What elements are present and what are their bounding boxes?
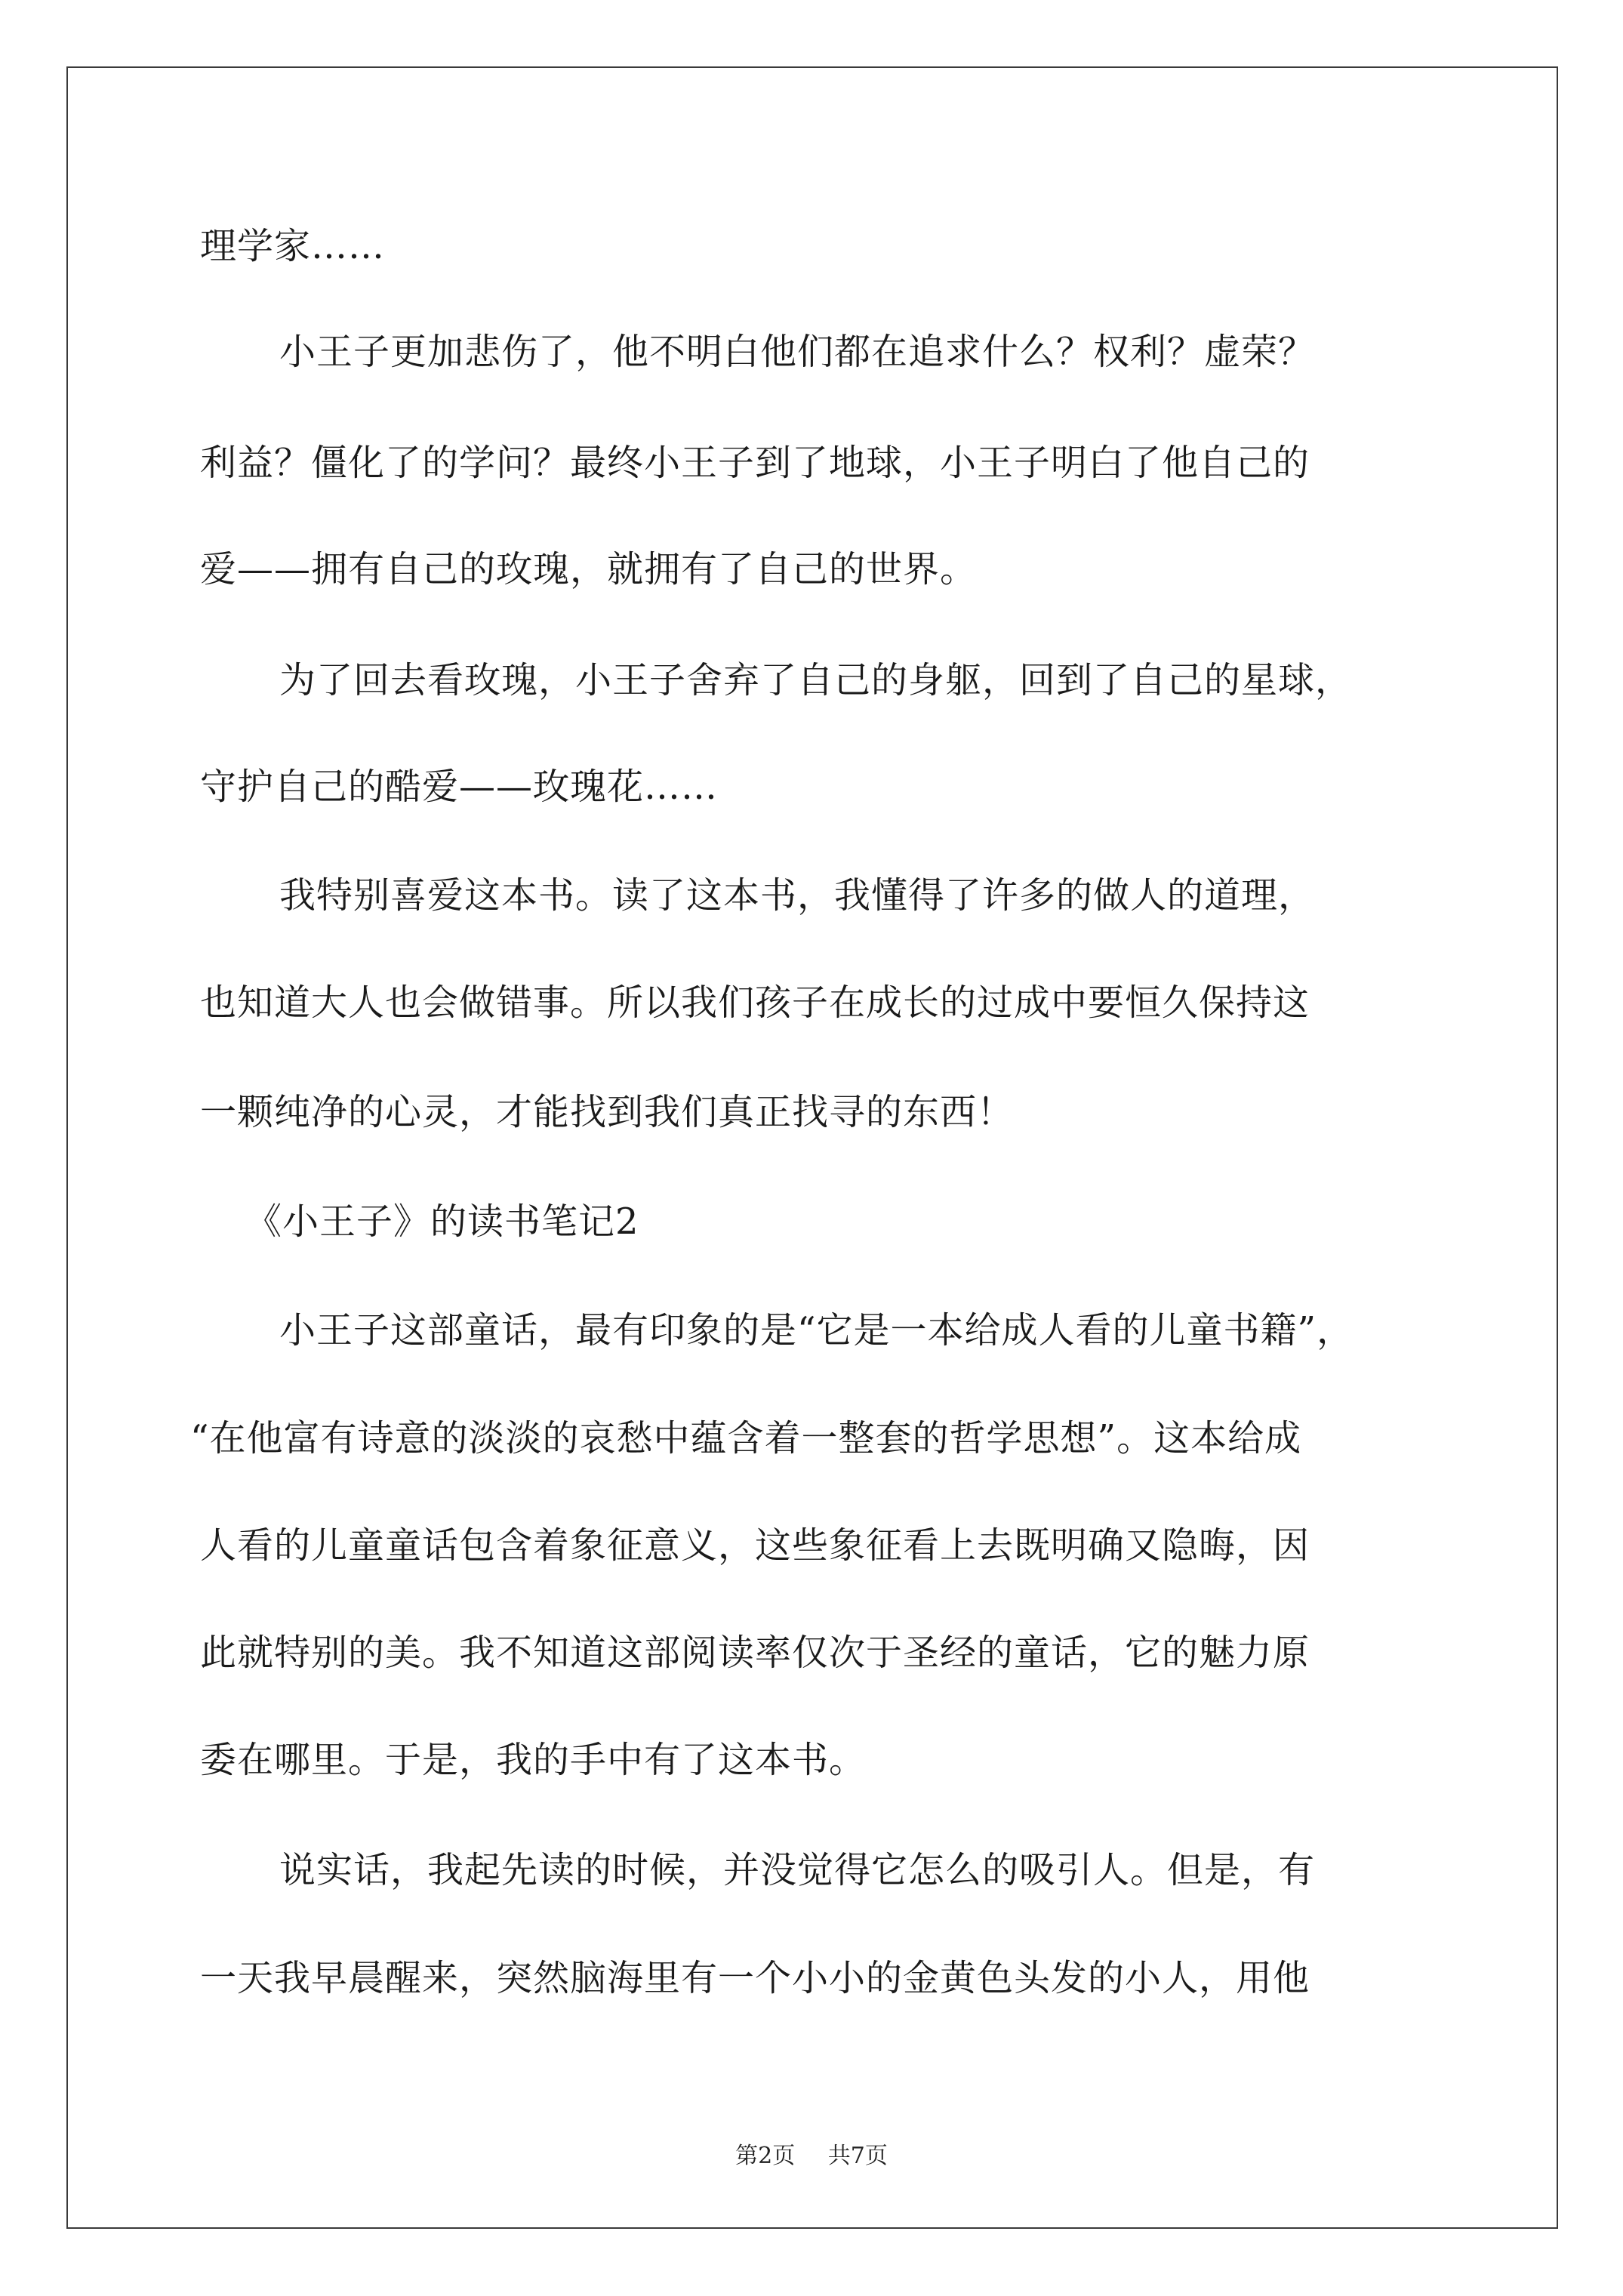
body-line: 爱——拥有自己的玫瑰，就拥有了自己的世界。 (200, 548, 978, 590)
body-line: 利益？僵化了的学问？最终小王子到了地球，小王子明白了他自己的 (200, 442, 1310, 484)
body-line: 委在哪里。于是，我的手中有了这本书。 (200, 1739, 867, 1781)
paragraph-start-line: 说实话，我起先读的时候，并没觉得它怎么的吸引人。但是，有 (279, 1849, 1316, 1891)
body-line: 理学家…… (200, 225, 386, 267)
body-line: 此就特别的美。我不知道这部阅读率仅次于圣经的童话，它的魅力原 (200, 1632, 1310, 1674)
body-line: “在他富有诗意的淡淡的哀愁中蕴含着一整套的哲学思想”。这本给成 (190, 1417, 1302, 1459)
paragraph-start-line: 我特别喜爱这本书。读了这本书，我懂得了许多的做人的道理， (279, 874, 1316, 917)
body-line: 守护自己的酷爱——玫瑰花…… (200, 766, 719, 808)
page-total: 共7页 (827, 2143, 888, 2169)
paragraph-start-line: 为了回去看玫瑰，小王子舍弃了自己的身躯，回到了自己的星球， (279, 659, 1353, 701)
section-heading: 《小王子》的读书笔记2 (245, 1200, 639, 1243)
body-line: 人看的儿童童话包含着象征意义，这些象征看上去既明确又隐晦，因 (200, 1524, 1310, 1567)
body-line: 也知道大人也会做错事。所以我们孩子在成长的过成中要恒久保持这 (200, 982, 1310, 1024)
paragraph-start-line: 小王子更加悲伤了，他不明白他们都在追求什么？权利？虚荣？ (279, 331, 1316, 373)
body-line: 一天我早晨醒来，突然脑海里有一个小小的金黄色头发的小人，用他 (200, 1957, 1310, 1999)
page-border (66, 66, 1558, 2229)
page-number: 第2页 (735, 2143, 796, 2169)
body-line: 一颗纯净的心灵，才能找到我们真正找寻的东西！ (200, 1091, 1015, 1133)
page-footer (0, 2141, 1623, 2171)
paragraph-start-line: 小王子这部童话，最有印象的是“它是一本给成人看的儿童书籍”， (279, 1309, 1354, 1351)
